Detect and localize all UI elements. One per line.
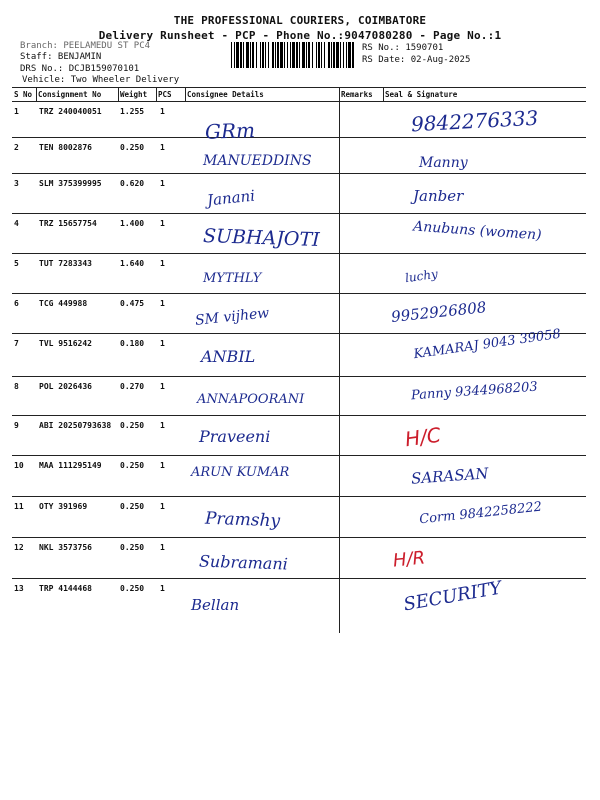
barcode-bar xyxy=(296,42,298,68)
signature-handwritten: Anubuns (women) xyxy=(412,218,543,244)
pcs-value: 1 xyxy=(160,382,165,391)
weight-value: 0.250 xyxy=(120,502,145,511)
signature-handwritten: Corm 9842258222 xyxy=(418,499,543,528)
row-sno: 13 xyxy=(14,584,24,593)
barcode-bar xyxy=(308,42,310,68)
consignee-handwritten: ANNAPOORANI xyxy=(197,392,305,407)
pcs-value: 1 xyxy=(160,107,165,116)
barcode-bar xyxy=(318,42,320,68)
header-sno: S No xyxy=(14,90,33,99)
barcode-bar xyxy=(348,42,351,68)
barcode-bar xyxy=(262,42,264,68)
barcode-bar xyxy=(246,42,249,68)
pcs-value: 1 xyxy=(160,219,165,228)
weight-value: 1.255 xyxy=(120,107,145,116)
row-sno: 4 xyxy=(14,219,19,228)
weight-value: 0.620 xyxy=(120,179,145,188)
consignee-handwritten: MANUEDDINS xyxy=(203,153,312,169)
consignment-no: TRZ 240040051 xyxy=(39,107,102,116)
signature-handwritten: Janber xyxy=(413,187,464,205)
signature-handwritten: Panny 9344968203 xyxy=(410,379,539,404)
pcs-value: 1 xyxy=(160,502,165,511)
row-sno: 11 xyxy=(14,502,24,511)
row-sno: 5 xyxy=(14,259,19,268)
barcode-bar xyxy=(277,42,279,68)
row-sno: 7 xyxy=(14,339,19,348)
barcode-bar xyxy=(292,42,295,68)
weight-value: 0.475 xyxy=(120,299,145,308)
consignment-no: POL 2026436 xyxy=(39,382,92,391)
consignment-no: TVL 9516242 xyxy=(39,339,92,348)
consignee-handwritten: SUBHAJOTI xyxy=(202,224,321,252)
staff-label: Staff: BENJAMIN xyxy=(20,52,102,62)
row-sno: 6 xyxy=(14,299,19,308)
weight-value: 1.400 xyxy=(120,219,145,228)
barcode-bar xyxy=(236,42,239,68)
consignment-no: OTY 391969 xyxy=(39,502,88,511)
consignee-handwritten: Pramshy xyxy=(204,508,281,532)
row-sno: 3 xyxy=(14,179,19,188)
barcode-bar xyxy=(250,42,251,68)
rs-number: RS No.: 1590701 xyxy=(362,43,444,53)
header-consignee: Consignee Details xyxy=(187,90,264,99)
pcs-value: 1 xyxy=(160,179,165,188)
pcs-value: 1 xyxy=(160,421,165,430)
consignee-handwritten: ANBIL xyxy=(201,347,256,366)
signature-handwritten: luchy xyxy=(404,266,439,286)
barcode-bar xyxy=(243,42,244,68)
branch-label: Branch: PEELAMEDU ST PC4 xyxy=(20,41,151,51)
consignment-no: TRP 4144468 xyxy=(39,584,92,593)
header-consignment: Consignment No xyxy=(38,90,102,99)
row-sno: 8 xyxy=(14,382,19,391)
consignment-no: TCG 449988 xyxy=(39,299,88,308)
consignment-no: MAA 111295149 xyxy=(39,461,102,470)
barcode-bar xyxy=(331,42,332,68)
signature-handwritten: H/R xyxy=(391,547,427,572)
barcode-bar xyxy=(340,42,341,68)
signature-handwritten: KAMARAJ 9043 39058 xyxy=(412,326,562,363)
barcode-bar xyxy=(231,42,232,68)
barcode-bar xyxy=(252,42,254,68)
barcode-bar xyxy=(316,42,317,68)
consignment-no: TRZ 15657754 xyxy=(39,219,97,228)
barcode-bar xyxy=(302,42,305,68)
pcs-value: 1 xyxy=(160,584,165,593)
barcode-bar xyxy=(299,42,300,68)
barcode-bar xyxy=(352,42,354,68)
company-title: THE PROFESSIONAL COURIERS, COIMBATORE xyxy=(173,14,427,27)
drs-number: DRS No.: DCJB159070101 xyxy=(20,64,140,74)
barcode-bar xyxy=(265,42,266,68)
barcode-bar xyxy=(275,42,276,68)
row-sno: 10 xyxy=(14,461,24,470)
barcode-bar xyxy=(280,42,283,68)
barcode-bar xyxy=(287,42,288,68)
consignee-handwritten: ARUN KUMAR xyxy=(191,465,290,480)
row-sno: 12 xyxy=(14,543,24,552)
barcode-bar xyxy=(272,42,274,68)
consignee-handwritten: Bellan xyxy=(191,596,240,614)
consignment-no: NKL 3573756 xyxy=(39,543,92,552)
weight-value: 0.250 xyxy=(120,543,145,552)
row-sno: 9 xyxy=(14,421,19,430)
pcs-value: 1 xyxy=(160,461,165,470)
weight-value: 0.270 xyxy=(120,382,145,391)
barcode-bar xyxy=(290,42,291,68)
barcode-bar xyxy=(312,42,313,68)
signature-handwritten: H/C xyxy=(403,422,443,452)
barcode-bar xyxy=(256,42,257,68)
header-pcs: PCS xyxy=(158,90,172,99)
header-remarks: Remarks xyxy=(341,90,373,99)
consignment-no: SLM 375399995 xyxy=(39,179,102,188)
barcode-bar xyxy=(260,42,261,68)
barcode-bar xyxy=(240,42,242,68)
barcode-bar xyxy=(343,42,344,68)
consignee-handwritten: Subramani xyxy=(198,551,289,574)
barcode-bar xyxy=(306,42,307,68)
consignment-no: ABI 20250793638 xyxy=(39,421,112,430)
vehicle-label: Vehicle: Two Wheeler Delivery xyxy=(22,75,180,85)
barcode-bar xyxy=(328,42,330,68)
signature-handwritten: 9952926808 xyxy=(390,298,488,326)
consignment-no: TEN 8002876 xyxy=(39,143,92,152)
header-seal: Seal & Signature xyxy=(385,90,458,99)
row-sno: 1 xyxy=(14,107,19,116)
pcs-value: 1 xyxy=(160,299,165,308)
pcs-value: 1 xyxy=(160,339,165,348)
barcode xyxy=(231,42,357,68)
weight-value: 0.180 xyxy=(120,339,145,348)
signature-handwritten: Manny xyxy=(419,155,468,171)
signature-handwritten: SECURITY xyxy=(401,577,504,616)
weight-value: 0.250 xyxy=(120,584,145,593)
runsheet-table xyxy=(12,87,586,633)
barcode-bar xyxy=(321,42,322,68)
row-sno: 2 xyxy=(14,143,19,152)
barcode-bar xyxy=(268,42,269,68)
pcs-value: 1 xyxy=(160,143,165,152)
rs-date: RS Date: 02-Aug-2025 xyxy=(362,55,471,65)
barcode-bar xyxy=(346,42,347,68)
weight-value: 0.250 xyxy=(120,421,145,430)
barcode-bar xyxy=(336,42,339,68)
consignee-handwritten: Janani xyxy=(206,186,256,210)
runsheet-subtitle: Delivery Runsheet - PCP - Phone No.:9047080280 - Page No.:1 xyxy=(98,29,502,42)
weight-value: 0.250 xyxy=(120,461,145,470)
pcs-value: 1 xyxy=(160,259,165,268)
header-weight: Weight xyxy=(120,90,148,99)
pcs-value: 1 xyxy=(160,543,165,552)
consignee-handwritten: GRm xyxy=(204,118,256,144)
barcode-bar xyxy=(284,42,285,68)
consignee-handwritten: SM vijhew xyxy=(194,305,271,329)
consignment-no: TUT 7283343 xyxy=(39,259,92,268)
consignee-handwritten: Praveeni xyxy=(199,427,271,446)
barcode-bar xyxy=(324,42,325,68)
weight-value: 0.250 xyxy=(120,143,145,152)
signature-handwritten: 9842276333 xyxy=(410,105,539,137)
signature-handwritten: SARASAN xyxy=(410,464,490,488)
weight-value: 1.640 xyxy=(120,259,145,268)
barcode-bar xyxy=(234,42,235,68)
consignee-handwritten: MYTHLY xyxy=(203,271,262,286)
barcode-bar xyxy=(333,42,335,68)
